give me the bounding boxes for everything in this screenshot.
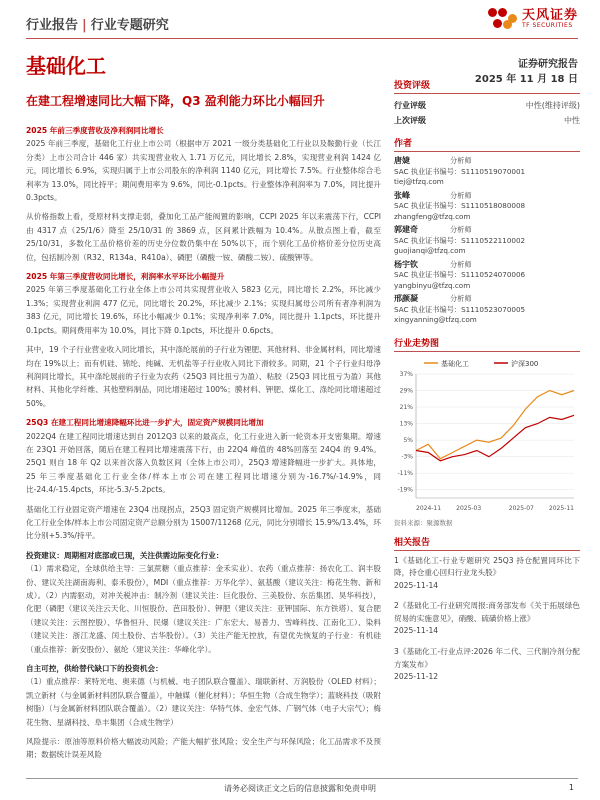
related-heading: 相关报告 xyxy=(394,535,580,551)
report-category xyxy=(26,14,169,33)
page-header xyxy=(26,8,578,38)
legend-label: 基础化工 xyxy=(441,359,469,368)
chart-source: 资料来源：聚源数据 xyxy=(394,518,453,527)
industry-rating-row xyxy=(394,98,580,113)
header-divider xyxy=(26,38,578,39)
main-body xyxy=(26,122,381,762)
series-line xyxy=(416,390,574,458)
x-tick-label: 2025-11 xyxy=(548,504,574,512)
category-separator: | xyxy=(82,18,87,33)
section-title: 自主可控，供给替代缺口下的投资机会： xyxy=(26,664,163,674)
brand-logo xyxy=(488,8,578,30)
related-report-title[interactable]: 3《基础化工-行业点评:2026 年二代、三代制冷剂分配方案发布》 xyxy=(394,647,580,669)
related-report-title[interactable]: 1《基础化工-行业专题研究 25Q3 持仓配置同环比下降，持仓重心回归行业龙头股》 xyxy=(394,555,580,578)
related-report-date: 2025-11-14 xyxy=(394,626,439,636)
analyst-email[interactable]: guojianqi@tfzq.com xyxy=(394,246,466,255)
section-title: 投资建议：周期相对底部或已现，关注供需边际变化行业： xyxy=(26,550,224,560)
body-paragraph: 其中，19 个子行业营业收入同比增长，其中涤纶展前的子行业为锂肥、其他材料、非金属材料，同比增速均在 19%以上；而有机硅、锦纶、纯碱、无机盐等子行业收入同比下滑较多。同期，21 个子行业归母净利润同比增长，其中涤纶展前的子行业为农药（25Q3 同比扭亏为盈）、粘胶（25Q3 同比扭亏为盈）其他材料、其他化学纤维、其他塑料制品，同比增速超过 100%；膜材料、钾肥、煤化工、涤纶同比增速超过 50%。 xyxy=(26,345,381,408)
related-report-date: 2025-11-14 xyxy=(394,580,439,590)
body-paragraph: （1）重点推荐：莱特光电、奥来德（与机械、电子团队联合覆盖）、瑞联新材、万润股份（OLED 材料）；凯立新材（与金属新材料团队联合覆盖），中触媒（催化材料）；华恒生物（合成生物学）；蓝晓科技（吸附树脂）（与金属新材料团队联合覆盖）。（2）建议关注：华特气体、金宏气体、广钢气体（电子大宗气）；梅花生物、星湖科技、阜丰集团（合成生物学） xyxy=(26,677,381,727)
analyst-role: 分析师 xyxy=(450,225,472,234)
analyst-email[interactable]: yangbinyu@tfzq.com xyxy=(394,280,471,290)
analyst-entry xyxy=(394,156,580,188)
industry-trend-chart xyxy=(394,356,580,516)
y-tick-label: 29% xyxy=(399,387,413,395)
body-paragraph: （1）需求稳定，全球供给主导：三氯蔗糖（重点推荐：金禾实业）、农药（重点推荐：扬农化工、润丰股份、建议关注湖南海利、泰禾股份），MDI（重点推荐：万华化学）、氨基酸（建议关注：梅花生物、新和成）。（2）内需驱动，对冲关税冲击：制冷剂（建议关注：巨化股份、三美股份、东岳集团、昊华科技），化肥（磷肥（建议关注云天化、川恒股份、芭田股份）、钾肥（建议关注：亚钾国际、东方铁塔）、复合肥（建议关注：云图控股）、华鲁恒升、民爆（建议关注：广东宏大、易普力、雪峰科技、江南化工）、染料（建议关注：浙江龙盛、闰土股份、吉华股份）。（3）关注产能无控放，有望优先恢复的子行业：有机硅（重点推荐：新安股份）、氨纶（建议关注：华峰化学）。 xyxy=(26,564,381,654)
x-tick-label: 2024-11 xyxy=(416,504,442,512)
trend-chart-svg xyxy=(394,356,580,516)
category-label: 行业报告 xyxy=(26,18,79,33)
industry-rating-value: 中性(维持评级) xyxy=(525,101,580,110)
analyst-role: 分析师 xyxy=(450,259,472,269)
y-tick-label: -3% xyxy=(401,453,413,461)
body-paragraph: 从价格指数上看，受原材料支撑走弱，叠加化工品产能阀置的影响，CCPI 2025 年以来震荡下行，CCPI 由 4317 点（25/1/6）降至 25/10/31 的 3869 点，区间累计跌幅为 10.4%。从散点图上看，截至 25/10/31，多数化工品价格价差的历史分位数仍集中在 50%以下，而个别化工品价格价差分位历史高位，包括制冷剂（R32、R134a、R410a）、磷肥（磷酸一铵、磷酸二铵）、硫酸钾等。 xyxy=(26,212,381,262)
y-tick-label: 13% xyxy=(399,420,413,428)
body-paragraph: 基础化工行业固定资产增速在 23Q4 出现拐点，25Q3 固定资产规模同比增加。2025 年三季度末，基础化工行业全体/样本上市公司固定资产总额分别为 15007/11268 亿元，同比分别增长 15.9%/13.4%，环比分别+5.3%/持平。 xyxy=(26,504,381,541)
report-headline: 在建工程增速同比大幅下降，Q3 盈利能力环比小幅回升 xyxy=(26,94,325,108)
analyst-entry xyxy=(394,294,580,326)
analyst-cert: SAC 执业证书编号：S1110524070006 xyxy=(394,270,526,279)
analyst-entry xyxy=(394,225,580,257)
y-tick-label: -19% xyxy=(397,486,413,494)
analyst-cert: SAC 执业证书编号：S1110518080008 xyxy=(394,201,526,210)
analyst-cert: SAC 执业证书编号：S1110523070005 xyxy=(394,304,526,314)
invest-rating-heading: 投资评级 xyxy=(394,78,580,94)
sidebar xyxy=(394,78,580,692)
related-report-item[interactable] xyxy=(394,555,580,593)
industry-rating-label: 行业评级 xyxy=(394,101,426,110)
analysts-heading: 作者 xyxy=(394,136,580,152)
related-report-item[interactable] xyxy=(394,646,580,684)
analyst-name: 郭建奇 xyxy=(394,225,418,234)
prev-rating-row xyxy=(394,113,580,128)
analyst-email[interactable]: zhangfeng@tfzq.com xyxy=(394,211,471,221)
x-tick-label: 2025-07 xyxy=(508,504,534,512)
section-title: 2025 年前三季度营收及净利润同比增长 xyxy=(26,126,164,135)
legend-label: 沪深300 xyxy=(511,359,539,368)
footer-divider xyxy=(26,778,578,779)
chart-heading: 行业走势图 xyxy=(394,336,580,352)
analyst-cert: SAC 执业证书编号：S1110522110002 xyxy=(394,235,526,245)
related-report-title[interactable]: 2《基础化工-行业研究周报:商务部发布《关于拓展绿色贸易的实施意见》，硝酸、硫磺价格上涨》 xyxy=(394,601,580,623)
body-paragraph: 2022Q4 在建工程同比增速达到自 2012Q3 以来的最高点，化工行业进入新一轮资本开支密集期。增速在 23Q1 开始回落，随后在建工程同比增速震荡下行，由 22Q4 峰值的 48%回落至 24Q4 的 9.4%。25Q1 则自 18 年 Q2 以来首次落入负数区间（全体上市公司），25Q3 增速降幅进一步扩大。具体地，25 年三季度基础化工行业全体/样本上市公司在建工程同比增速分别为-16.7%/-14.9%，同比-24.4/-15.4pcts，环比-5.3/-5.2pcts。 xyxy=(26,431,381,495)
y-tick-label: 37% xyxy=(399,370,413,378)
analyst-name: 唐婕 xyxy=(394,156,410,165)
analyst-name: 杨宇钦 xyxy=(394,259,418,269)
risk-warning: 风险提示：原油等原料价格大幅波动风险；产能大幅扩张风险；安全生产与环保风险；化工品需求不及预期；数据统计误差风险 xyxy=(26,737,381,760)
section-title: 2025 年第三季度营收同比增长，利润率水平环比小幅提升 xyxy=(26,272,225,282)
report-type: 证券研究报告 xyxy=(518,59,578,70)
analyst-list xyxy=(394,156,580,326)
y-tick-label: 5% xyxy=(403,436,413,444)
analyst-role: 分析师 xyxy=(450,190,472,200)
logo-text-cn: 天风证券 xyxy=(521,8,578,24)
related-report-item[interactable] xyxy=(394,600,580,638)
analyst-entry xyxy=(394,260,580,292)
y-tick-label: 21% xyxy=(399,403,413,411)
prev-rating-label: 上次评级 xyxy=(394,116,426,125)
series-line xyxy=(416,415,574,461)
logo-icon xyxy=(488,8,518,30)
analyst-entry xyxy=(394,191,580,223)
y-tick-label: -11% xyxy=(397,469,413,477)
page-number: 1 xyxy=(568,783,574,792)
related-reports xyxy=(394,555,580,684)
report-date: 2025 年 11 月 18 日 xyxy=(474,74,578,85)
logo-text-en: TF SECURITIES xyxy=(521,21,573,29)
analyst-name: 张峰 xyxy=(394,190,410,200)
subcategory-label: 行业专题研究 xyxy=(90,18,169,33)
footer-disclaimer: 请务必阅读正文之后的信息披露和免责申明 xyxy=(224,784,376,793)
section-title: 25Q3 在建工程同比增速降幅环比进一步扩大，固定资产规模同比增加 xyxy=(26,418,264,428)
related-report-date: 2025-11-12 xyxy=(394,672,439,682)
analyst-cert: SAC 执业证书编号：S1110519070001 xyxy=(394,166,526,176)
x-tick-label: 2025-03 xyxy=(456,504,482,512)
body-paragraph: 2025 年第三季度基础化工行业全体上市公司共实现营业收入 5823 亿元，同比增长 2.2%，环比减少 1.3%；实现营业利润 477 亿元，同比增长 20.2%，环比减少 2.1%；实现归属母公司所有者净利润为 383 亿元，同比增长 19.6%，环比小幅减少 0.1%；实现净利率 7.0%，同比提升 1.1pcts，环比提升 0.1pcts。期间费用率为 10.0%，同比下降 0.1pcts，环比提升 0.6pcts。 xyxy=(26,285,381,335)
analyst-role: 分析师 xyxy=(450,156,472,165)
analyst-name: 邢颜凝 xyxy=(394,294,418,303)
analyst-email[interactable]: xingyanning@tfzq.com xyxy=(394,315,477,324)
body-paragraph: 2025 年前三季度，基础化工行业上市公司（根据申万 2021 一级分类基础化工行业以及鞍勤行业（长江分类）上市公司合计 446 家）共实现营业收入 1.71 万亿元，同比增长 2.8%，实现营业利润 1424 亿元，同比增长 6.9%，实现归属于上市公司股东的净利润 1140 亿元，同比增长 7.5%。行业整体综合毛利率为 13.0%，同比持平；期间费用率为 9.6%，同比-0.1pcts。行业整体净利润率为 7.0%，同比提升 0.3pcts。 xyxy=(26,139,381,203)
prev-rating-value: 中性 xyxy=(564,116,580,125)
analyst-role: 分析师 xyxy=(450,294,472,303)
analyst-email[interactable]: tiej@tfzq.com xyxy=(394,177,444,186)
industry-title: 基础化工 xyxy=(26,54,106,78)
